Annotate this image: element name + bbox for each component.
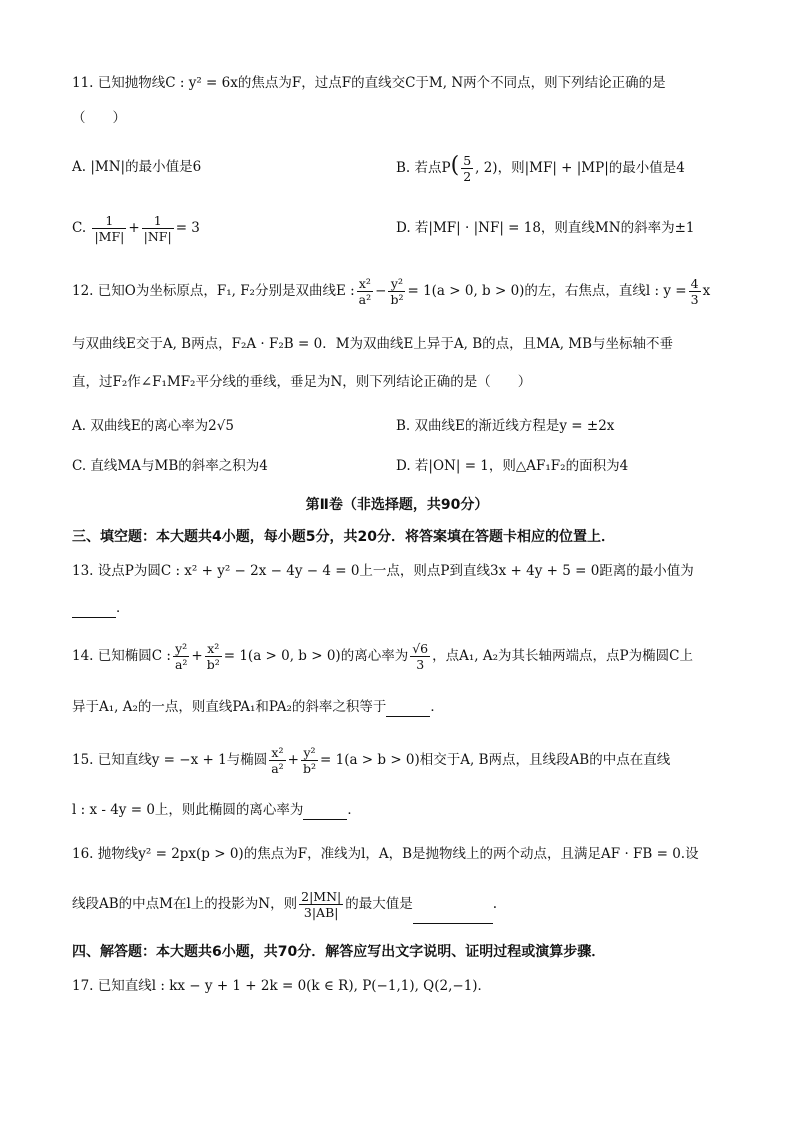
- q16-line2: 线段AB的中点M在l上的投影为N，则 $\frac{2|MN|}{3|AB|}$ 的最大值是 .: [72, 884, 497, 924]
- q15-stem: 15. 已知直线y = −x + 1与椭圆 $\frac{\text{x²}}{\text{a²}}$ + $\frac{\text{y²}}{\text{b²}}$ = 1(a > b > 0)相交于A, B两点，且线段AB的中点在直线: [72, 745, 671, 776]
- q12-option-c: C. 直线MA与MB的斜率之积为4: [72, 458, 268, 474]
- q14-stem: 14. 已知椭圆C : $\frac{\text{y²}}{\text{a²}}$ + $\frac{\text{x²}}{\text{b²}}$ = 1(a > 0, b > 0)的离心率为 $\frac{√6}{3}$ ，点A₁, A₂为其长轴两端点，点P为椭圆C上: [72, 641, 693, 672]
- q11-stem: 11. 已知抛物线C : y² = 6x的焦点为F，过点F的直线交C于M, N两个不同点，则下列结论正确的是: [72, 75, 666, 91]
- q12-frac-y: $\frac{\text{y²}}{\text{b²}}$: [390, 276, 404, 307]
- q15-frac-x: $\frac{\text{x²}}{\text{a²}}$: [271, 745, 284, 776]
- q13-line1: 13. 设点P为圆C : x² + y² − 2x − 4y − 4 = 0上一点，则点P到直线3x + 4y + 5 = 0距离的最小值为: [72, 563, 694, 579]
- q11-option-c-frac2: $\frac{1}{|NF|}$: [143, 213, 172, 244]
- q11-option-d: D. 若|MF| · |NF| = 18，则直线MN的斜率为±1: [396, 220, 695, 236]
- q16-line1: 16. 抛物线y² = 2px(p > 0)的焦点为F，准线为l，A，B是抛物线上的两个动点，且满足AF · FB = 0.设: [72, 846, 699, 862]
- q11-option-c: C. $\frac{1}{|MF|}$ + $\frac{1}{|NF|}$ = 3: [72, 213, 200, 244]
- q11-paren: （ ）: [72, 110, 126, 126]
- q12-stem: 12. 已知O为坐标原点，F₁, F₂分别是双曲线E : $\frac{\text{x²}}{\text{a²}}$ − $\frac{\text{y²}}{\text{b²}}$ = 1(a > 0, b > 0)的左，右焦点，直线l : y = $\frac{4}{3}$ x: [72, 276, 711, 307]
- q11-option-c-frac1: $\frac{1}{|MF|}$: [94, 213, 125, 244]
- section4-heading: 四、解答题：本大题共6小题，共70分．解答应写出文字说明、证明过程或演算步骤．: [72, 944, 606, 960]
- q12-option-b: B. 双曲线E的渐近线方程是y = ±2x: [396, 418, 615, 434]
- q14-line2: 异于A₁, A₂的一点，则直线PA₁和PA₂的斜率之积等于 ．: [72, 699, 444, 715]
- q15-answer-blank[interactable]: [303, 805, 347, 820]
- q11-option-b: B. 若点P( $\frac{5}{2}$ , 2)，则|MF| + |MP|的最小值是4: [396, 153, 685, 184]
- q14-frac-y: $\frac{\text{y²}}{\text{a²}}$: [174, 641, 188, 672]
- q12-line2: 与双曲线E交于A, B两点，F₂A · F₂B = 0．M为双曲线E上异于A, B的点，且MA, MB与坐标轴不垂: [72, 336, 674, 352]
- q17-line1: 17. 已知直线l : kx − y + 1 + 2k = 0(k ∈ R), P(−1,1), Q(2,−1)．: [72, 978, 492, 994]
- q13-line2: ．: [72, 598, 130, 618]
- q16-answer-blank[interactable]: [413, 909, 493, 924]
- q11-option-a: A. |MN|的最小值是6: [72, 159, 202, 175]
- q14-frac-ecc: $\frac{√6}{3}$: [412, 641, 429, 672]
- q12-frac-slope: $\frac{4}{3}$: [690, 276, 699, 307]
- q11-option-b-pre: B. 若点P: [396, 160, 451, 176]
- q14-answer-blank[interactable]: [386, 702, 430, 717]
- q11-option-b-frac: $\frac{5}{2}$: [463, 153, 472, 184]
- q12-line3: 直，过F₂作∠F₁MF₂平分线的垂线，垂足为N，则下列结论正确的是（ ）: [72, 374, 532, 390]
- section3-heading: 三、填空题：本大题共4小题，每小题5分，共20分．将答案填在答题卡相应的位置上．: [72, 529, 615, 545]
- q12-option-a: A. 双曲线E的离心率为2√5: [72, 418, 234, 434]
- part2-title: 第Ⅱ卷（非选择题，共90分）: [305, 497, 489, 513]
- q12-frac-x: $\frac{\text{x²}}{\text{a²}}$: [358, 276, 372, 307]
- q11-option-b-post: , 2)，则|MF| + |MP|的最小值是4: [475, 160, 685, 176]
- q15-line2: l : x - 4y = 0上，则此椭圆的离心率为 ．: [72, 802, 361, 818]
- q15-frac-y: $\frac{\text{y²}}{\text{b²}}$: [302, 745, 316, 776]
- q13-answer-blank[interactable]: [72, 603, 116, 618]
- q12-option-d: D. 若|ON| = 1，则△AF₁F₂的面积为4: [396, 458, 629, 474]
- q16-frac: $\frac{2|MN|}{3|AB|}$: [301, 889, 342, 920]
- q14-frac-x: $\frac{\text{x²}}{\text{b²}}$: [206, 641, 220, 672]
